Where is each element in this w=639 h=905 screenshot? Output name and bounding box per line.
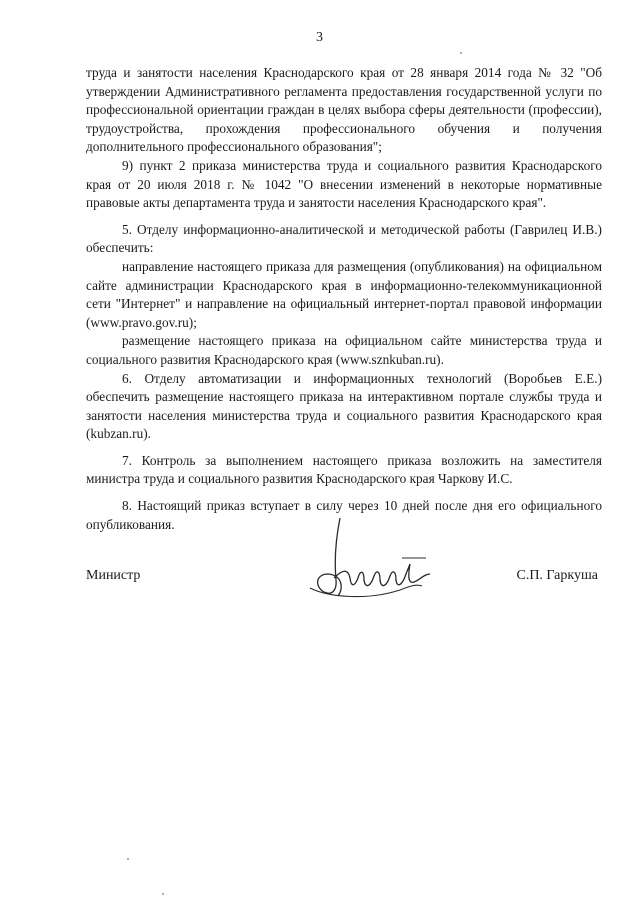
scan-speck [127,858,129,860]
signatory-role: Министр [86,568,141,583]
paragraph-item-8: 8. Настоящий приказ вступает в силу через 10 дней после дня его официального опубликования. [86,498,602,532]
signatory-name: С.П. Гаркуша [516,568,598,583]
paragraph-item-5: 5. Отделу информационно-аналитической и методической работы (Гаврилец И.В.) обеспечить: [86,221,602,256]
paragraph-regulation-ref: труда и занятости населения Краснодарского края от 28 января 2014 года № 32 "Об утверждении Административного регламента предоставления государственной услуги по профессиональной ориентации граждан в целях выбора сферы деятельности (профессии), трудоустройства, прохождения профессионального обучения и получения дополнительного профессионального образования"; [86,65,602,155]
paragraph-item-6: 6. Отделу автоматизации и информационных технологий (Воробьев Е.Е.) обеспечить размещение настоящего приказа на интерактивном портале службы труда и занятости населения министерства труда и социального развития Краснодарского края (kubzan.ru). [86,370,602,442]
page-number: 3 [316,30,323,45]
paragraph-item-7: 7. Контроль за выполнением настоящего приказа возложить на заместителя министра труда и социального развития Краснодарского края Чаркову И.С. [86,452,602,487]
scan-speck [460,52,462,54]
paragraph-item-5-website: размещение настоящего приказа на официальном сайте министерства труда и социального развития Краснодарского края (www.sznkuban.ru). [86,333,602,367]
scan-speck [162,893,164,895]
document-body [86,64,602,534]
paragraph-item-9: 9) пункт 2 приказа министерства труда и социального развития Краснодарского края от 20 июля 2018 г. № 1042 "О внесении изменений в некоторые нормативные правовые акты департамента труда и занятости населения Краснодарского края". [86,157,602,211]
paragraph-item-5-publication: направление настоящего приказа для размещения (опубликования) на официальном сайте администрации Краснодарского края в информационно-телекоммуникационной сети "Интернет" и направление на официальный интернет-портал правовой информации (www.pravo.gov.ru); [86,258,602,330]
handwritten-signature [290,518,440,608]
